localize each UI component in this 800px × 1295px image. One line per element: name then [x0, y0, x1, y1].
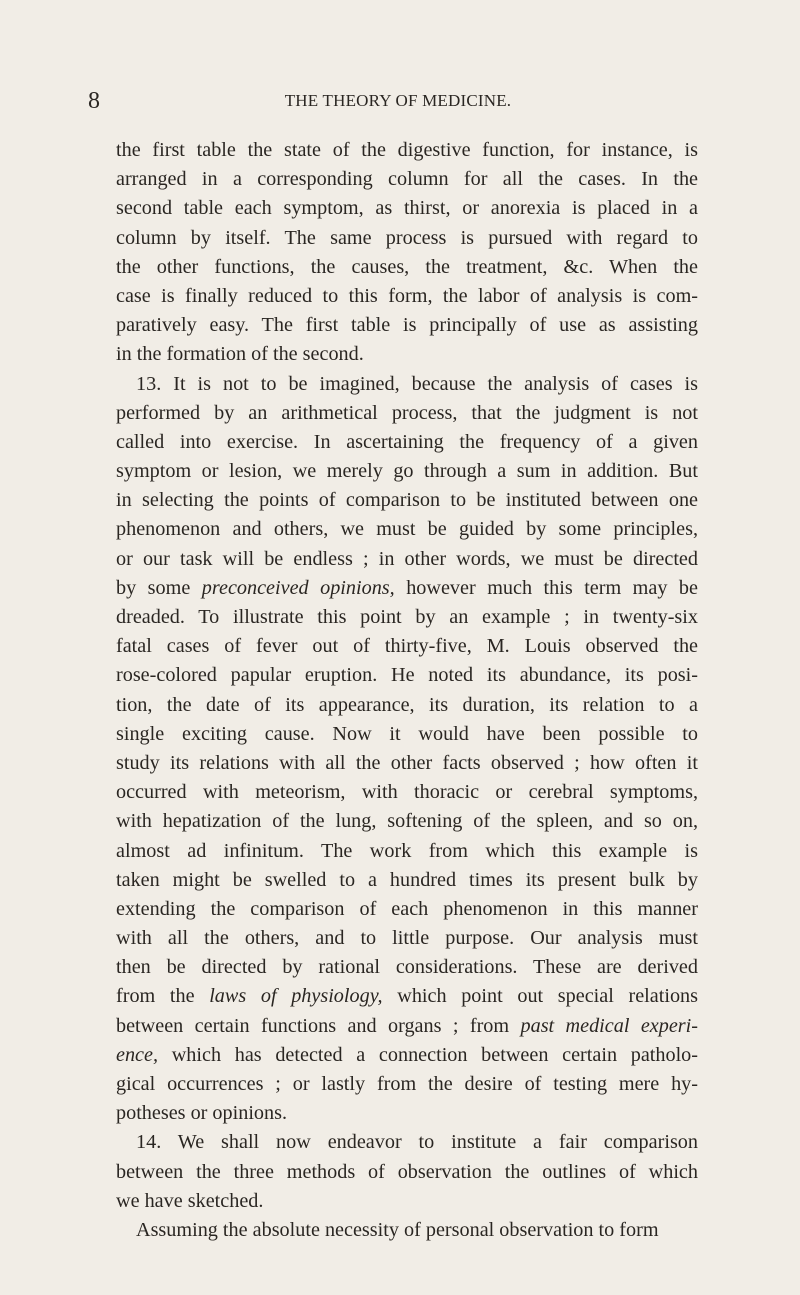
page-header [88, 88, 708, 114]
italic-phrase: preconceived opinions, [201, 576, 395, 599]
text-line: paratively easy. The first table is principally of use as assisting [116, 314, 698, 337]
paragraph-13-start: 13. It is not to be imagined, because the analysis of cases is [136, 372, 698, 395]
italic-phrase: past medical experi- [520, 1014, 698, 1037]
text-line: in selecting the points of comparison to be instituted between one [116, 489, 698, 512]
text-line: taken might be swelled to a hundred times its present bulk by [116, 868, 698, 891]
text-line: the first table the state of the digestive function, for instance, is [116, 139, 698, 161]
body-text [116, 136, 698, 1245]
text-line: second table each symptom, as thirst, or anorexia is placed in a [116, 197, 698, 220]
text-line: dreaded. To illustrate this point by an example ; in twenty-six [116, 606, 698, 628]
text-line: with hepatization of the lung, softening of the spleen, and so on, [116, 810, 698, 833]
italic-phrase: laws of physiology, [209, 985, 383, 1008]
text-line: gical occurrences ; or lastly from the desire of testing mere hy- [116, 1073, 698, 1095]
text-line: occurred with meteorism, with thoracic or cerebral symptoms, [116, 781, 698, 804]
text-line-with-italic [116, 1041, 698, 1070]
running-head: THE THEORY OF MEDICINE. [284, 91, 512, 110]
text-line: single exciting cause. Now it would have been possible to [116, 722, 698, 745]
text-run: between certain functions and organs ; from [116, 1014, 521, 1037]
text-line: phenomenon and others, we must be guided by some principles, [116, 518, 698, 541]
text-line: the other functions, the causes, the treatment, &c. When the [116, 255, 698, 278]
text-line: called into exercise. In ascertaining the frequency of a given [116, 430, 698, 453]
text-line: arranged in a corresponding column for all the cases. In the [116, 168, 698, 191]
text-line: or our task will be endless ; in other words, we must be directed [116, 547, 698, 570]
text-run: by some [116, 576, 202, 599]
italic-phrase: ence, [116, 1043, 159, 1066]
text-run: which point out special relations [382, 985, 698, 1008]
text-line: in the formation of the second. [116, 343, 364, 366]
text-line: we have sketched. [116, 1189, 264, 1212]
page-number: 8 [88, 88, 100, 114]
text-line: with all the others, and to little purpose. Our analysis must [116, 927, 698, 950]
text-line: case is finally reduced to this form, the labor of analysis is com- [116, 284, 698, 307]
text-line: rose-colored papular eruption. He noted its abundance, its posi- [116, 664, 698, 687]
text-line: performed by an arithmetical process, that the judgment is not [116, 401, 698, 424]
text-line: potheses or opinions. [116, 1102, 288, 1125]
paragraph-start: Assuming the absolute necessity of personal observation to form [136, 1218, 659, 1241]
text-run: which has detected a connection between certain patholo- [158, 1043, 698, 1066]
text-line: symptom or lesion, we merely go through a sum in addition. But [116, 460, 698, 483]
text-line-with-italic [116, 574, 698, 603]
text-line: tion, the date of its appearance, its duration, its relation to a [116, 693, 698, 716]
text-line: then be directed by rational considerations. These are derived [116, 956, 698, 979]
text-line: almost ad infinitum. The work from which this example is [116, 839, 698, 862]
text-run: from the [116, 985, 210, 1008]
text-line: extending the comparison of each phenomenon in this manner [116, 897, 698, 920]
text-line-with-italic [116, 1012, 698, 1041]
text-line-with-italic [116, 982, 698, 1011]
text-run: however much this term may be [394, 576, 698, 599]
text-line: between the three methods of observation the outlines of which [116, 1160, 698, 1183]
text-line: column by itself. The same process is pursued with regard to [116, 226, 698, 249]
text-line: study its relations with all the other facts observed ; how often it [116, 751, 698, 774]
paragraph-14-start: 14. We shall now endeavor to institute a fair comparison [136, 1131, 698, 1154]
text-line: fatal cases of fever out of thirty-five, M. Louis observed the [116, 635, 698, 658]
